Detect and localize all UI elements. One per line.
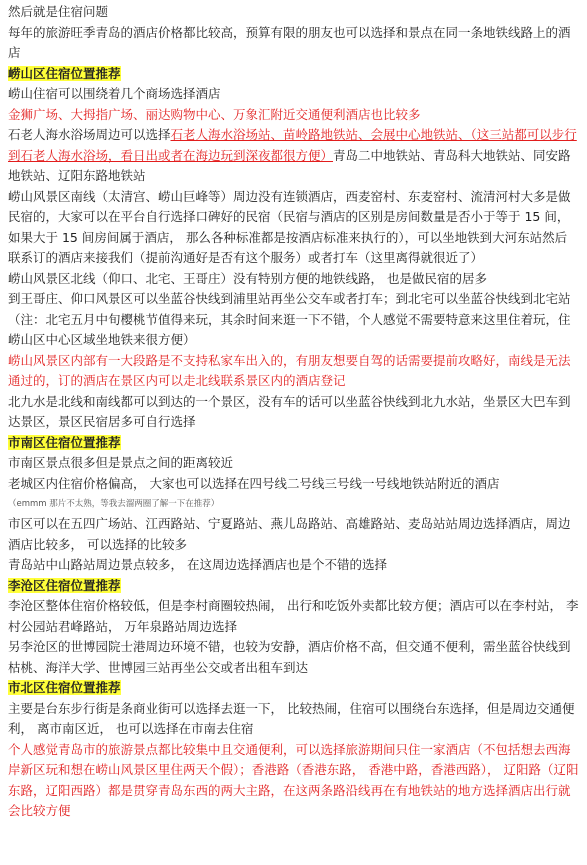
paragraph-laoshan-malls: 崂山住宿可以围绕着几个商场选择酒店 <box>8 86 221 101</box>
section-heading-licang <box>8 576 579 597</box>
text-other-stations: 青岛二中地铁站、青岛科大地铁站、同安路地铁站、辽阳东路地铁站 <box>8 147 571 183</box>
paragraph-north-transport: 到王哥庄、仰口风景区可以坐蓝谷快线到浦里站再坐公交车或者打车；到北宅可以坐蓝谷快线到北宅站（注：北宅五月中旬樱桃节值得来玩，其余时间来逛一下不错，个人感觉不需要特意来这里住着玩，住崂山区中心区域坐地铁来很方便） <box>8 291 571 347</box>
paragraph-north-line: 崂山风景区北线（仰口、北宅、王哥庄）没有特别方便的地铁线路， 也是做民宿的居多 <box>8 270 487 286</box>
paragraph-licang-price: 李沧区整体住宿价格较低，但是李村商圈较热闹， 出行和吃饭外卖都比较方便；酒店可以在李村站， 李村公园站君峰路站， 万年泉路站周边选择 <box>8 598 579 634</box>
paragraph-budget: 每年的旅游旺季青岛的酒店价格都比较高，预算有限的朋友也可以选择和景点在同一条地铁线路上的酒店 <box>8 24 571 60</box>
paragraph-shilaoren <box>8 125 579 187</box>
highlight-heading: 市北区住宿位置推荐 <box>8 680 121 695</box>
paragraph-expo-park: 另李沧区的世博园院士港周边环境不错，也较为安静，酒店价格不高，但交通不便利，需坐蓝谷快线到枯桃、海洋大学、世博园三站再坐公交或者出租车到达 <box>8 639 571 675</box>
paragraph-old-town-note: （emmm 那片不太熟，等我去溜两圈了解一下在推荐） <box>8 499 220 509</box>
highlight-heading: 市南区住宿位置推荐 <box>8 434 121 450</box>
paragraph-intro: 然后就是住宿问题 <box>8 4 109 19</box>
paragraph-qingdao-station: 青岛站中山路站周边景点较多， 在这周边选择酒店也是个不错的选择 <box>8 557 387 572</box>
paragraph-beijiushui: 北九水是北线和南线都可以到达的一个景区，没有车的话可以坐蓝谷快线到北九水站，坐景区大巴车到达景区，景区民宿居多可自行选择 <box>8 393 571 429</box>
paragraph-shinan-intro: 市南区景点很多但是景点之间的距离较近 <box>8 455 234 470</box>
paragraph-summary: 个人感觉青岛市的旅游景点都比较集中且交通便利，可以选择旅游期间只住一家酒店（不包括想去西海岸新区玩和想在崂山风景区里住两天个假）；香港路（香港东路， 香港中路，香港西路）， 辽阳路（辽阳东路，辽阳西路）都是贯穿青岛东西的两大主路，在这两条路沿线再在有地铁站的地方选择酒店出行就会比较方便 <box>8 741 579 818</box>
paragraph-car-warning: 崂山风景区内部有一大段路是不支持私家车出入的，有朋友想要自驾的话需要提前攻略好，南线是无法通过的，订的酒店在景区内可以走北线联系景区内的酒店登记 <box>8 352 571 388</box>
highlight-heading: 李沧区住宿位置推荐 <box>8 577 121 593</box>
section-heading-shibei <box>8 678 579 699</box>
paragraph-south-line: 崂山风景区南线（太清宫、崂山巨峰等）周边没有连锁酒店，西麦窑村、东麦窑村、流清河村大多是做民宿的，大家可以在平台自行选择口碑好的民宿（民宿与酒店的区别是房间数量是否小于等于 15 间， 如果大于 15 间房间属于酒店， 那么各种标准都是按酒店标准来执行的），可以坐地铁到大河东站然后联系订的酒店来接我们（提前沟通好是否有这个服务）或者打车（这里离得就很近了） <box>8 188 571 265</box>
paragraph-mall-list: 金狮广场、大拇指广场、丽达购物中心、万象汇附近交通便利酒店也比较多 <box>8 106 421 122</box>
section-heading-laoshan <box>8 64 579 85</box>
paragraph-old-town: 老城区内住宿价格偏高， 大家也可以选择在四号线二号线三号线一号线地铁站附近的酒店 <box>8 475 500 491</box>
paragraph-taidong: 主要是台东步行街是条商业街可以选择去逛一下， 比较热闹，住宿可以围绕台东选择，但是周边交通便利， 离市南区近， 也可以选择在市南去住宿 <box>8 700 575 736</box>
text-shilaoren-intro: 石老人海水浴场周边可以选择 <box>8 127 171 142</box>
text-shilaoren-stations: 石老人海水浴场站、苗岭路地铁站、会展中心地铁站、（这三站都可以步行到石老人海水浴场，看日出或者在海边玩到深夜都很方便） <box>8 127 577 163</box>
paragraph-city-stations: 市区可以在五四广场站、江西路站、宁夏路站、燕儿岛路站、高雄路站、麦岛站站周边选择酒店，周边酒店比较多， 可以选择的比较多 <box>8 516 571 552</box>
highlight-heading: 崂山区住宿位置推荐 <box>8 65 121 81</box>
section-heading-shinan <box>8 433 579 454</box>
